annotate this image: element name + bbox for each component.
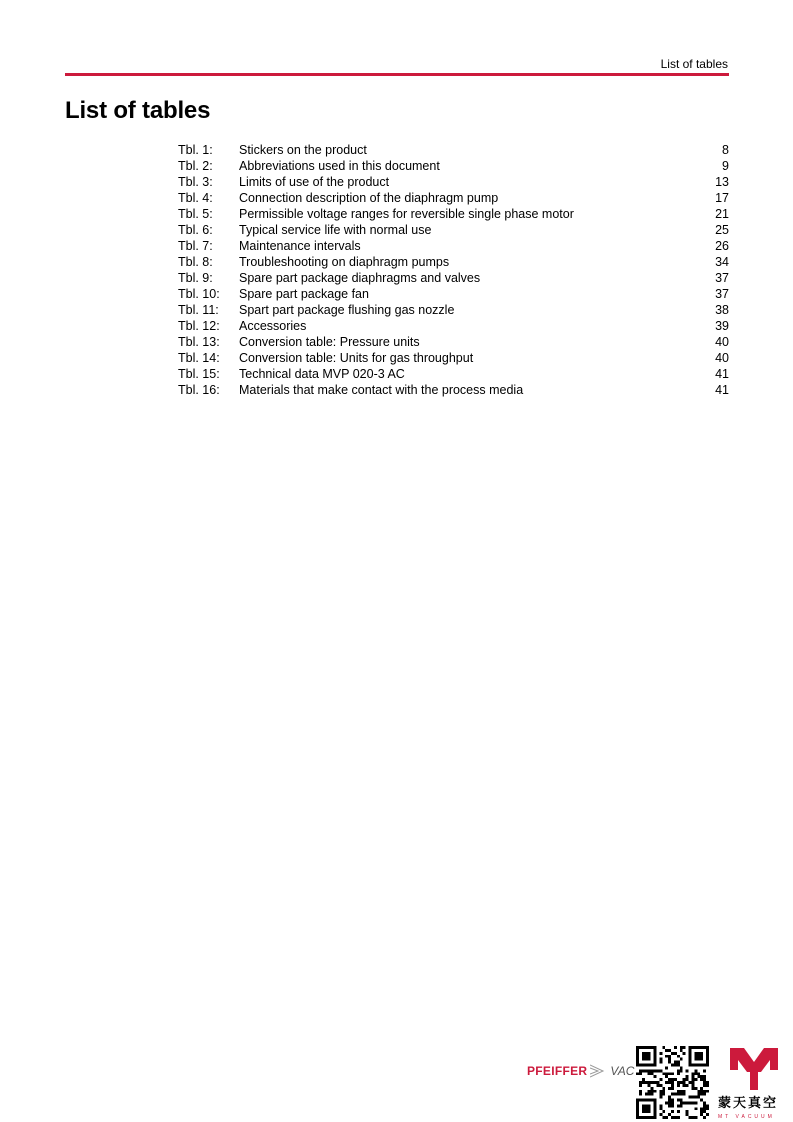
table-number: Tbl. 14: <box>178 351 220 365</box>
mt-vacuum-logo-icon <box>728 1046 780 1092</box>
pfeiffer-logo <box>527 1064 634 1078</box>
page-number: 39 <box>715 319 729 333</box>
table-number: Tbl. 11: <box>178 303 219 317</box>
table-title: Conversion table: Pressure units <box>239 335 420 349</box>
page-number: 26 <box>715 239 729 253</box>
running-header: List of tables <box>660 57 728 71</box>
page-number: 41 <box>715 383 729 397</box>
page-number: 38 <box>715 303 729 317</box>
table-title: Conversion table: Units for gas throughput <box>239 351 474 365</box>
table-number: Tbl. 2: <box>178 159 213 173</box>
table-title: Technical data MVP 020-3 AC <box>239 367 405 381</box>
table-title: Maintenance intervals <box>239 239 361 253</box>
list-item[interactable] <box>178 270 729 286</box>
list-item[interactable] <box>178 222 729 238</box>
list-item[interactable] <box>178 366 729 382</box>
brand-name: PFEIFFER <box>527 1064 588 1078</box>
table-number: Tbl. 9: <box>178 271 213 285</box>
qr-code-icon <box>636 1046 709 1119</box>
list-item[interactable] <box>178 286 729 302</box>
table-number: Tbl. 10: <box>178 287 220 301</box>
table-number: Tbl. 8: <box>178 255 213 269</box>
header-rule <box>65 73 729 76</box>
table-title: Troubleshooting on diaphragm pumps <box>239 255 450 269</box>
list-item[interactable] <box>178 334 729 350</box>
table-number: Tbl. 15: <box>178 367 220 381</box>
page-number: 13 <box>715 175 729 189</box>
list-item[interactable] <box>178 318 729 334</box>
table-list <box>178 142 729 398</box>
page-number: 21 <box>715 207 729 221</box>
list-item[interactable] <box>178 302 729 318</box>
page-number: 17 <box>715 191 729 205</box>
table-number: Tbl. 4: <box>178 191 213 205</box>
pfeiffer-mark-icon <box>590 1064 606 1078</box>
page-number: 8 <box>722 143 729 157</box>
list-item[interactable] <box>178 174 729 190</box>
mt-logo-chinese: 蒙天真空 <box>718 1096 779 1111</box>
table-number: Tbl. 5: <box>178 207 213 221</box>
table-title: Permissible voltage ranges for reversible single phase motor <box>239 207 574 221</box>
list-item[interactable] <box>178 142 729 158</box>
table-number: Tbl. 16: <box>178 383 220 397</box>
table-title: Typical service life with normal use <box>239 223 432 237</box>
list-item[interactable] <box>178 238 729 254</box>
table-number: Tbl. 13: <box>178 335 220 349</box>
list-item[interactable] <box>178 206 729 222</box>
page-number: 37 <box>715 287 729 301</box>
table-title: Spare part package fan <box>239 287 369 301</box>
list-item[interactable] <box>178 190 729 206</box>
table-title: Accessories <box>239 319 307 333</box>
page-title: List of tables <box>65 97 211 124</box>
mt-logo-english: MT VACUUM <box>718 1114 775 1120</box>
list-item[interactable] <box>178 158 729 174</box>
page-number: 34 <box>715 255 729 269</box>
table-number: Tbl. 6: <box>178 223 213 237</box>
page-number: 40 <box>715 351 729 365</box>
page-number: 37 <box>715 271 729 285</box>
page-number: 40 <box>715 335 729 349</box>
page-number: 41 <box>715 367 729 381</box>
table-title: Spart part package flushing gas nozzle <box>239 303 455 317</box>
table-title: Spare part package diaphragms and valves <box>239 271 481 285</box>
list-item[interactable] <box>178 350 729 366</box>
page-number: 25 <box>715 223 729 237</box>
table-title: Limits of use of the product <box>239 175 390 189</box>
list-item[interactable] <box>178 254 729 270</box>
table-title: Connection description of the diaphragm pump <box>239 191 499 205</box>
table-title: Materials that make contact with the process media <box>239 383 524 397</box>
table-number: Tbl. 1: <box>178 143 213 157</box>
table-number: Tbl. 3: <box>178 175 213 189</box>
list-item[interactable] <box>178 382 729 398</box>
table-title: Abbreviations used in this document <box>239 159 440 173</box>
brand-sub: VAC <box>610 1064 635 1078</box>
table-number: Tbl. 12: <box>178 319 220 333</box>
table-number: Tbl. 7: <box>178 239 213 253</box>
table-title: Stickers on the product <box>239 143 367 157</box>
page-number: 9 <box>722 159 729 173</box>
